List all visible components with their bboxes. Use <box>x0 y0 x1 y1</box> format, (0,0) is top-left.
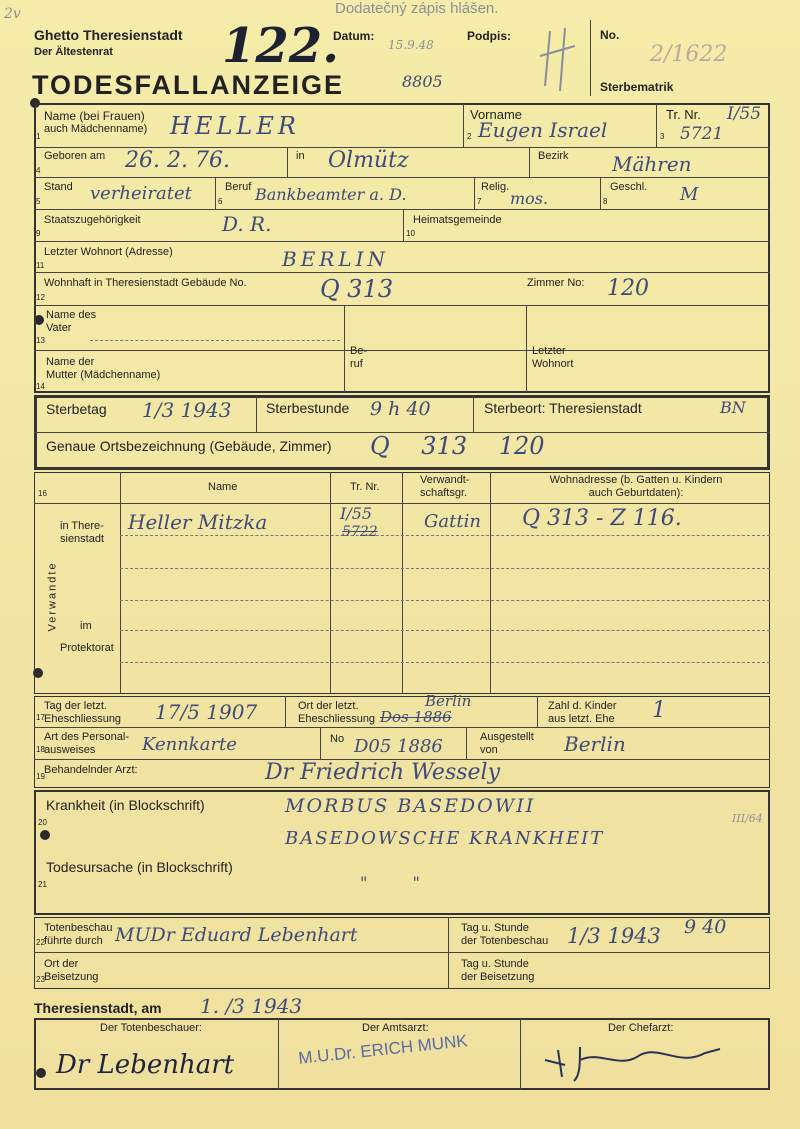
relig-label: Relig. <box>481 181 510 193</box>
children-label: Zahl d. Kinder aus letzt. Ehe <box>548 700 617 725</box>
field-num-20: 20 <box>38 818 47 827</box>
issued-value: Berlin <box>564 732 626 756</box>
letzter-wohnort-label: Letzter Wohnort <box>532 345 574 370</box>
chief-doctor-label: Der Chefarzt: <box>608 1022 674 1034</box>
podpis-label: Podpis: <box>467 29 511 43</box>
field-num-7: 7 <box>477 197 482 206</box>
doc-number: 122. <box>222 18 339 74</box>
wohnhaft-value: Q 313 <box>320 275 394 303</box>
id-no-label: No <box>330 733 345 745</box>
field-num-23: 23 <box>36 975 45 984</box>
sterbematrik-label: Sterbematrik <box>600 80 674 94</box>
id-no-value: D05 1886 <box>354 736 443 757</box>
field-num-1: 1 <box>36 132 41 141</box>
supplement-note: Dodatečný zápis hlášen. <box>335 0 499 17</box>
inspection-by-value: MUDr Eduard Lebenhart <box>115 924 358 946</box>
matrik-value: 2/1622 <box>650 42 728 67</box>
examiner-signature: Dr Lebenhart <box>56 1050 235 1080</box>
surname-value: HELLER <box>170 112 300 140</box>
id-type-value: Kennkarte <box>142 734 237 755</box>
field-num-18: 18 <box>36 745 45 754</box>
issued-label: Ausgestellt von <box>480 731 534 756</box>
ortsbez-label: Genaue Ortsbezeichnung (Gebäude, Zimmer) <box>46 438 332 454</box>
marriage-place-struck: Dos 1886 <box>380 708 452 726</box>
field-num-6: 6 <box>218 197 223 206</box>
burial-place-label: Ort der Beisetzung <box>44 958 99 983</box>
margin-note: III/64 <box>732 812 763 825</box>
in-value: Olmütz <box>328 148 409 173</box>
beruf2-label: Be- ruf <box>350 345 368 370</box>
ursache-value: " " <box>360 873 420 892</box>
wohnhaft-label: Wohnhaft in Theresienstadt Gebäude No. <box>44 277 247 289</box>
doctor-label: Behandelnder Arzt: <box>44 764 138 776</box>
wohnort-label: Letzter Wohnort (Adresse) <box>44 246 173 258</box>
col-trnr-header: Tr. Nr. <box>350 481 380 493</box>
podpis-signature <box>520 26 590 96</box>
sterbestunde-label: Sterbestunde <box>266 400 350 416</box>
field-num-14: 14 <box>36 382 45 391</box>
sterbetag-value: 1/3 1943 <box>142 398 232 422</box>
in-theresienstadt-label: in There- sienstadt <box>60 520 105 545</box>
geboren-label: Geboren am <box>44 150 106 162</box>
marriage-date-value: 17/5 1907 <box>155 700 258 724</box>
children-value: 1 <box>652 698 666 723</box>
bezirk-value: Mähren <box>612 152 692 176</box>
header-divider <box>590 20 591 96</box>
trnr-value-2: 5721 <box>680 124 724 144</box>
vorname-value: Eugen Israel <box>478 118 608 142</box>
relative-trnr: I/55 <box>340 504 373 523</box>
geboren-value: 26. 2. 76. <box>125 148 230 173</box>
col-verw-header: Verwandt- schaftsgr. <box>420 474 470 499</box>
no-label: No. <box>600 28 620 42</box>
ortsbez-value: Q 313 120 <box>370 432 545 460</box>
id-type-label: Art des Personal- ausweises <box>44 731 129 756</box>
krankheit-label: Krankheit (in Blockschrift) <box>46 797 205 813</box>
chief-doctor-signature <box>540 1035 730 1085</box>
corner-mark: 2v <box>4 6 21 22</box>
relative-trnr-2: 5722 <box>342 524 378 540</box>
datum-label: Datum: <box>333 29 375 43</box>
inspection-by-label: Totenbeschau führte durch <box>44 922 113 947</box>
krankheit-value-1: MORBUS BASEDOWII <box>285 795 536 817</box>
inspection-hour-value: 9 40 <box>684 916 727 938</box>
zimmer-label: Zimmer No: <box>527 277 585 289</box>
col-addr-header: Wohnadresse (b. Gatten u. Kindern auch Geburtdaten): <box>549 474 723 499</box>
field-num-10: 10 <box>406 229 415 238</box>
form-title: TODESFALLANZEIGE <box>32 70 345 100</box>
staat-value: D. R. <box>222 212 272 236</box>
in-label: in <box>296 150 305 162</box>
mutter-label: Name der Mutter (Mädchenname) <box>46 356 161 381</box>
field-num-11: 11 <box>36 261 45 270</box>
place-date-value: 1. /3 1943 <box>200 994 303 1018</box>
burial-time-label: Tag u. Stunde der Beisetzung <box>461 958 535 983</box>
stand-value: verheiratet <box>90 183 192 204</box>
relative-name: Heller Mitzka <box>128 510 268 534</box>
doctor-value: Dr Friedrich Wessely <box>265 760 501 785</box>
field-num-3: 3 <box>660 132 665 141</box>
trnr-label: Tr. Nr. <box>666 107 701 122</box>
geschl-label: Geschl. <box>610 181 648 193</box>
ghetto-label: Ghetto Theresienstadt <box>34 27 183 43</box>
official-doctor-label: Der Amtsarzt: <box>362 1022 429 1034</box>
examiner-label: Der Totenbeschauer: <box>100 1022 202 1034</box>
relative-address: Q 313 - Z 116. <box>522 506 682 531</box>
stand-label: Stand <box>44 181 73 193</box>
relative-relation: Gattin <box>424 511 481 532</box>
field-num-13: 13 <box>36 336 45 345</box>
trnr-value: I/55 <box>727 104 762 124</box>
zimmer-value: 120 <box>607 276 649 301</box>
datum-value: 15.9.48 <box>388 38 434 52</box>
relig-value: mos. <box>510 189 549 208</box>
official-stamp: M.U.Dr. ERICH MUNK <box>297 1031 469 1068</box>
sterbeort-label: Sterbeort: Theresienstadt <box>484 400 642 416</box>
protektorat-label: Protektorat <box>60 642 114 654</box>
sterbeort-value: BN <box>720 398 746 417</box>
ursache-label: Todesursache (in Blockschrift) <box>46 859 233 875</box>
council-label: Der Ältestenrat <box>34 46 113 58</box>
wohnort-value: BERLIN <box>282 247 390 271</box>
sterbetag-label: Sterbetag <box>46 401 107 417</box>
heimat-label: Heimatsgemeinde <box>413 214 502 226</box>
col-name-header: Name <box>208 481 238 493</box>
krankheit-value-2: BASEDOWSCHE KRANKHEIT <box>285 828 605 849</box>
staat-label: Staatszugehörigkeit <box>44 214 141 226</box>
field-num-2: 2 <box>467 132 472 141</box>
field-num-5: 5 <box>36 197 41 206</box>
relatives-side-label: Verwandte <box>46 561 59 632</box>
name-label: Name (bei Frauen) auch Mädchenname) <box>44 109 148 135</box>
sub-number: 8805 <box>402 72 443 91</box>
im-label: im <box>80 620 92 632</box>
vorname-label: Vorname <box>470 107 523 122</box>
field-num-22: 22 <box>36 938 45 947</box>
field-num-8: 8 <box>603 197 608 206</box>
field-num-17: 17 <box>36 713 45 722</box>
field-num-21: 21 <box>38 880 47 889</box>
marriage-place-value: Berlin <box>425 692 472 710</box>
field-num-19: 19 <box>36 772 45 781</box>
sterbestunde-value: 9 h 40 <box>370 398 431 420</box>
inspection-time-label: Tag u. Stunde der Totenbeschau <box>461 922 549 947</box>
beruf-label: Beruf <box>225 181 252 193</box>
field-num-12: 12 <box>36 293 45 302</box>
bezirk-label: Bezirk <box>538 150 569 162</box>
inspection-time-value: 1/3 1943 <box>567 924 661 948</box>
geschl-value: M <box>680 184 699 205</box>
marriage-date-label: Tag der letzt. Eheschliessung <box>44 700 122 725</box>
place-date-label: Theresienstadt, am <box>34 1000 162 1016</box>
field-num-4: 4 <box>36 166 41 175</box>
beruf-value: Bankbeamter a. D. <box>255 185 407 204</box>
field-num-16: 16 <box>38 489 47 498</box>
marriage-place-label: Ort der letzt. Eheschliessung <box>298 700 376 725</box>
vater-label: Name des Vater <box>46 309 97 334</box>
field-num-9: 9 <box>36 229 41 238</box>
